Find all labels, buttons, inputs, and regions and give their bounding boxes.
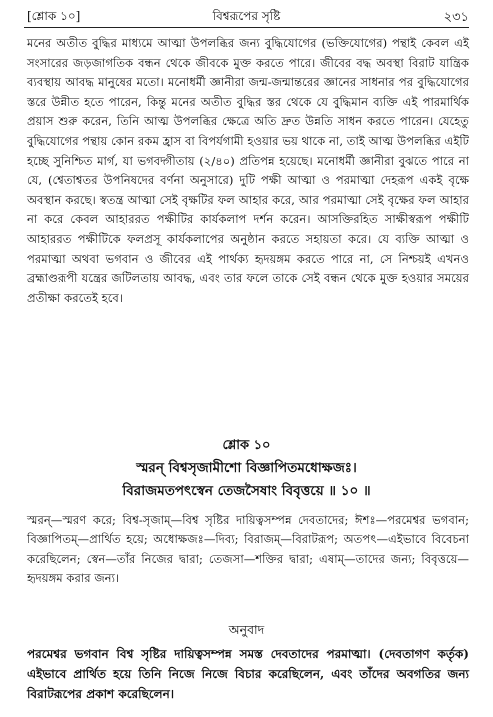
header-chapter-title: বিশ্বরূপের সৃষ্টি [212, 9, 281, 23]
synonyms-text: স্মরন্—স্মরণ করে; বিশ্ব-সৃজাম্—বিশ্ব সৃষ্টির দায়িত্বসম্পন্ন দেবতাদের; ঈশঃ—পরমেশ্বর ভগবান; বিজ্ঞাপিতম্—প্রার্থিত হয়ে; অধোক্ষজঃ—দিব্য; বিরাজম্—বিরাটরূপ; অতপৎ—এইভাবে বিবেচনা করেছিলেন; স্বেন—তাঁর নিজের দ্বারা; তেজসা—শক্তির দ্বারা; এষাম্—তাদের জন্য; বিবৃত্তয়ে—হৃদয়ঙ্গম করার জন্য। [27, 513, 469, 586]
verse-line-1: স্মরন্ বিশ্বসৃজামীশো বিজ্ঞাপিতমধোক্ষজঃ। [136, 460, 357, 476]
translation-heading: অনুবাদ [228, 622, 265, 637]
verse-heading: শ্লোক ১০ [222, 438, 271, 453]
header-verse-ref: [শ্লোক ১০] [27, 9, 81, 23]
translation-text: পরমেশ্বর ভগবান বিশ্ব সৃষ্টির দায়িত্বসম্পন্ন সমস্ত দেবতাদের পরমাত্মা। (দেবতাগণ কর্তৃক) এইভাবে প্রার্থিত হয়ে তিনি নিজে নিজে বিচার করেছিলেন, এবং তাঁদের অবগতির জন্য বিরাটরূপের প্রকাশ করেছিলেন। [27, 647, 469, 701]
page-number: ২৩১ [443, 10, 469, 25]
purport-paragraph: মনের অতীত বুদ্ধির মাধ্যমে আত্মা উপলব্ধির জন্য বুদ্ধিযোগের (ভক্তিযোগের) পন্থাই কেবল এই সংসারের জড়জাগতিক বন্ধন থেকে জীবকে মুক্ত করতে পারে। জীবের বদ্ধ অবস্থা বিরাট যান্ত্রিক ব্যবস্থায় আবদ্ধ মানুষের মতো। মনোধর্মী জ্ঞানীরা জন্ম-জন্মান্তরের জ্ঞানের সাধনার পর বুদ্ধিযোগের স্তরে উন্নীত হতে পারেন, কিন্তু মনের অতীত বুদ্ধির স্তর থেকে যে বুদ্ধিমান ব্যক্তি এই পারমার্থিক প্রয়াস শুরু করেন, তিনি আত্ম উপলব্ধির ক্ষেত্রে অতি দ্রুত উন্নতি সাধন করতে পারেন। যেহেতু বুদ্ধিযোগের পন্থায় কোন রকম হ্রাস বা বিপর্যগামী হওয়ার ভয় থাকে না, তাই আত্ম উপলব্ধির এইটি হচ্ছে সুনিশ্চিত মার্গ, যা ভগবদ্গীতায় (২/৪০) প্রতিপন্ন হয়েছে। মনোধর্মী জ্ঞানীরা বুঝতে পারে না যে, (শ্বেতাশ্বতর উপনিষদের বর্ণনা অনুসারে) দুটি পক্ষী আত্মা ও পরমাত্মা দেহরূপ একই বৃক্ষে অবস্থান করছে। স্বতন্ত্র আত্মা সেই বৃক্ষটির ফল আহার করে, আর পরমাত্মা সেই বৃক্ষের ফল আহার না করে কেবল আহাররত পক্ষীটির কার্যকলাপ দর্শন করেন। আসক্তিরহিত সাক্ষীস্বরূপ পক্ষীটি আহাররত পক্ষীটিকে ফলপ্রসূ কার্যকলাপের অনুষ্ঠান করতে সহায়তা করে। যে ব্যক্তি আত্মা ও পরমাত্মা অথবা ভগবান ও জীবের এই পার্থক্য হৃদয়ঙ্গম করতে পারে না, সে নিশ্চয়ই এখনও ব্রহ্মাণ্ডরূপী যন্ত্রের জটিলতায় আবদ্ধ, এবং তার ফলে তাকে সেই বন্ধন থেকে মুক্ত হওয়ার সময়ের প্রতীক্ষা করতেই হবে। [27, 36, 469, 305]
synonyms-section [27, 511, 469, 589]
verse-line-2: বিরাজমতপৎস্বেন তেজসৈষাং বিবৃত্তয়ে ॥ ১০ ॥ [122, 483, 371, 499]
purport-section [27, 34, 469, 308]
header-divider [24, 27, 469, 28]
page-header [0, 0, 493, 26]
verse-text [0, 457, 493, 503]
